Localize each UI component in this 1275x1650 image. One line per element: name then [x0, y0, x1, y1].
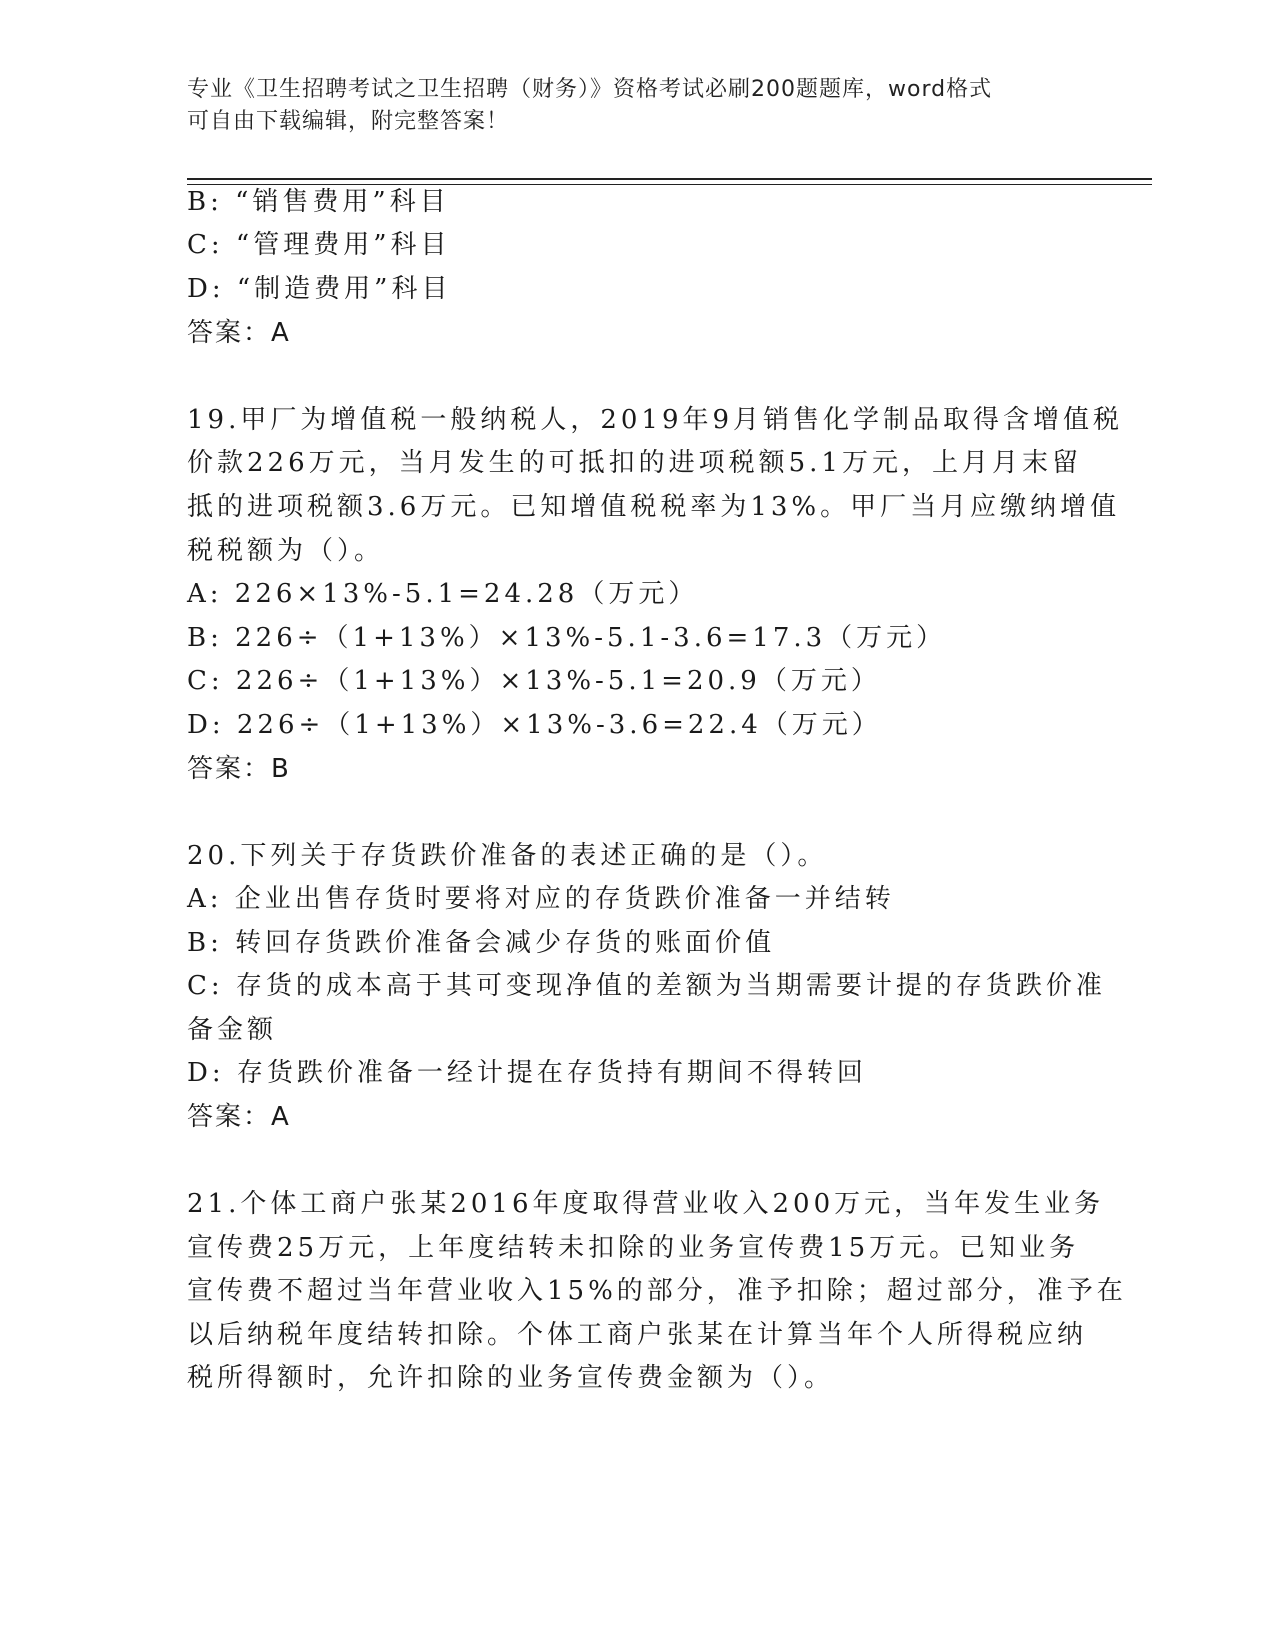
header-title-line-2: 可自由下载编辑，附完整答案！: [187, 109, 510, 134]
q19-stem-line-2: 价款226万元，当月发生的可抵扣的进项税额5.1万元，上月月末留: [187, 448, 1082, 478]
header-divider-thin: [187, 184, 1152, 185]
q19-option-d: D: 226÷（1+13%）×13%-3.6=22.4（万元）: [187, 710, 882, 740]
q19-stem-line-4: 税税额为（）。: [187, 536, 385, 566]
q20-option-d: D: 存货跌价准备一经计提在存货持有期间不得转回: [187, 1058, 867, 1088]
q21-stem-line-4: 以后纳税年度结转扣除。个体工商户张某在计算当年个人所得税应纳: [187, 1320, 1088, 1350]
header-divider-thick: [187, 178, 1152, 180]
header-title-line-1: 专业《卫生招聘考试之卫生招聘（财务）》资格考试必刷200题题库，word格式: [187, 77, 993, 102]
q19-stem-line-1: 19.甲厂为增值税一般纳税人，2019年9月销售化学制品取得含增值税: [187, 405, 1124, 435]
q21-stem-line-1: 21.个体工商户张某2016年度取得营业收入200万元，当年发生业务: [187, 1189, 1105, 1219]
q20-answer: 答案：A: [187, 1102, 291, 1132]
q21-stem-line-3: 宣传费不超过当年营业收入15%的部分，准予扣除；超过部分，准予在: [187, 1276, 1127, 1306]
q20-option-c-line-2: 备金额: [187, 1015, 278, 1045]
q19-option-c: C: 226÷（1+13%）×13%-5.1=20.9（万元）: [187, 666, 881, 696]
q20-option-a: A: 企业出售存货时要将对应的存货跌价准备一并结转: [187, 884, 895, 914]
q19-option-a: A: 226×13%-5.1=24.28（万元）: [187, 579, 699, 609]
q18-option-b: B: “销售费用”科目: [187, 187, 450, 217]
q19-option-b: B: 226÷（1+13%）×13%-5.1-3.6=17.3（万元）: [187, 623, 947, 653]
q20-stem-line-1: 20.下列关于存货跌价准备的表述正确的是（）。: [187, 841, 828, 871]
q19-stem-line-3: 抵的进项税额3.6万元。已知增值税税率为13%。甲厂当月应缴纳增值: [187, 492, 1121, 522]
q18-option-d: D: “制造费用”科目: [187, 274, 452, 304]
q19-answer: 答案：B: [187, 754, 291, 784]
q21-stem-line-5: 税所得额时，允许扣除的业务宣传费金额为（）。: [187, 1363, 835, 1393]
q21-stem-line-2: 宣传费25万元，上年度结转未扣除的业务宣传费15万元。已知业务: [187, 1233, 1080, 1263]
page-header: [187, 74, 1067, 138]
q20-option-c-line-1: C: 存货的成本高于其可变现净值的差额为当期需要计提的存货跌价准: [187, 971, 1106, 1001]
q18-answer: 答案：A: [187, 318, 291, 348]
q20-option-b: B: 转回存货跌价准备会减少存货的账面价值: [187, 928, 776, 958]
q18-option-c: C: “管理费用”科目: [187, 230, 451, 260]
